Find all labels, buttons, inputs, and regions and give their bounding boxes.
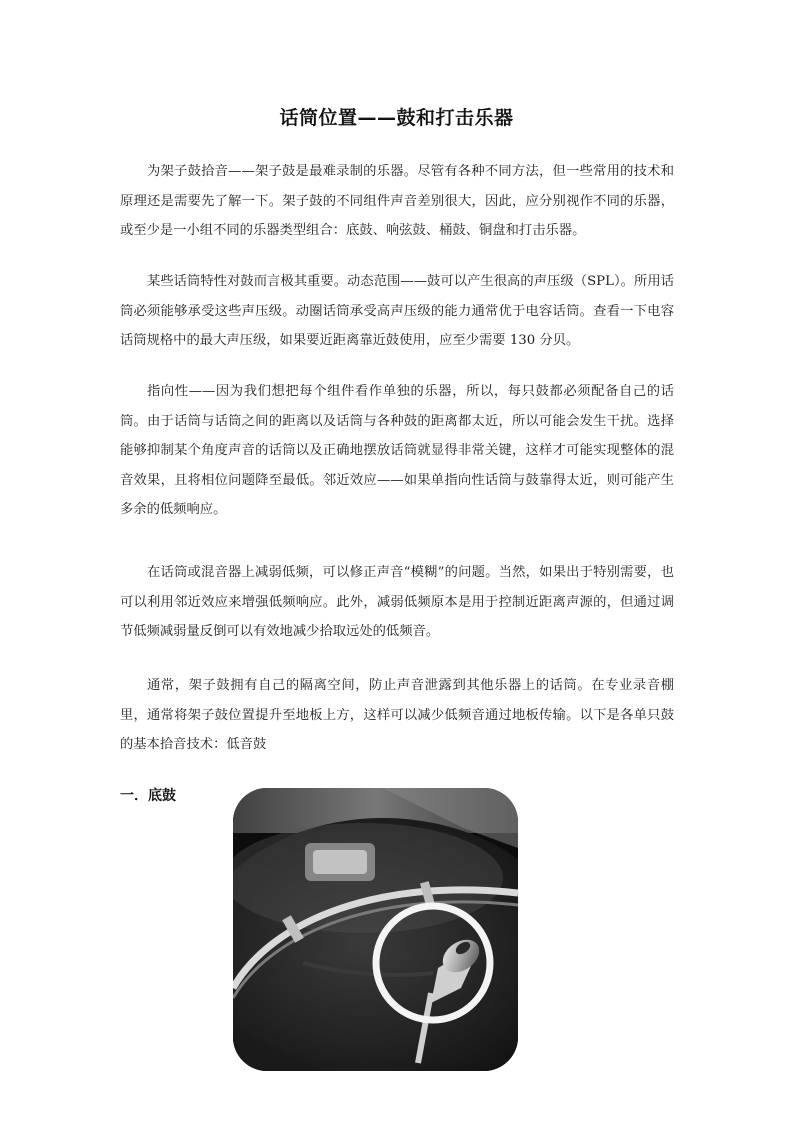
paragraph-dynamic-range: 某些话筒特性对鼓而言极其重要。动态范围——鼓可以产生很高的声压级（SPL）。所用话筒必须能够承受这些声压级。动圈话筒承受高声压级的能力通常优于电容话筒。查看一下电容话筒规格中的最大声压级，如果要近距离靠近鼓使用，应至少需要 130 分贝。 (120, 274, 674, 348)
paragraph-isolation: 通常，架子鼓拥有自己的隔离空间，防止声音泄露到其他乐器上的话筒。在专业录音棚里，通常将架子鼓位置提升至地板上方，这样可以减少低频音通过地板传输。以下是各单只鼓的基本拾音技术：低音鼓 (120, 678, 674, 752)
kick-drum-microphone-photo (233, 788, 518, 1071)
page-title: 话筒位置——鼓和打击乐器 (279, 107, 514, 129)
section-heading-kick-drum: 一．底鼓 (120, 788, 176, 804)
paragraph-low-cut: 在话筒或混音器上减弱低频，可以修正声音“模糊”的问题。当然，如果出于特别需要，也可以利用邻近效应来增强低频响应。此外，减弱低频原本是用于控制近距离声源的，但通过调节低频减弱量反倒可以有效地减少拾取远处的低频音。 (120, 565, 674, 639)
paragraph-directionality: 指向性——因为我们想把每个组件看作单独的乐器，所以，每只鼓都必须配备自己的话筒。由于话筒与话筒之间的距离以及话筒与各种鼓的距离都太近，所以可能会发生干扰。选择能够抑制某个角度声音的话筒以及正确地摆放话筒就显得非常关键，这样才可能实现整体的混音效果，且将相位问题降至最低。邻近效应——如果单指向性话筒与鼓靠得太近，则可能产生多余的低频响应。 (120, 384, 674, 517)
paragraph-drum-recording-intro: 为架子鼓拾音——架子鼓是最难录制的乐器。尽管有各种不同方法，但一些常用的技术和原理还是需要先了解一下。架子鼓的不同组件声音差别很大，因此，应分别视作不同的乐器，或至少是一小组不同的乐器类型组合：底鼓、响弦鼓、桶鼓、铜盘和打击乐器。 (120, 164, 674, 238)
